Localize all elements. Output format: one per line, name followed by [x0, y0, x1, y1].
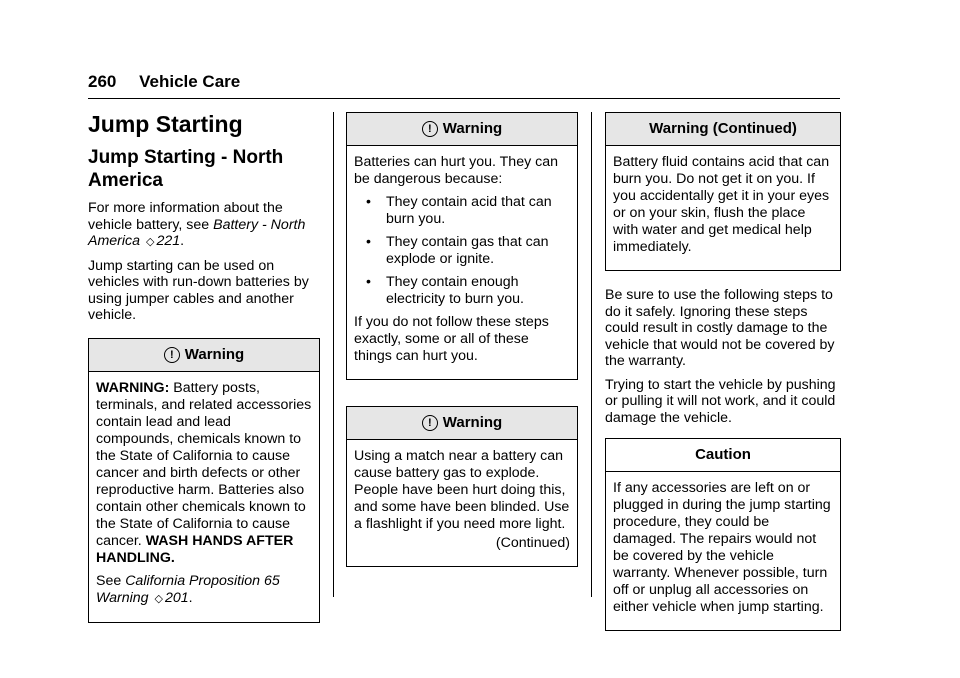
warning-box-batteries: [346, 112, 578, 380]
warning-body: Batteries can hurt you. They can be dangerous because: • They contain acid that can burn you. • They contain gas that can explode or ignite. • They contain enough electricity to burn you. If you do not follow these steps exactly, some or all of these things can hurt you.: [347, 146, 577, 379]
column-divider-1: [333, 112, 334, 597]
battery-link[interactable]: Battery - North America: [88, 216, 306, 249]
intro-paragraph: For more information about the vehicle battery, see Battery - North America ◇ 221.: [88, 200, 306, 249]
wash-hands-text: WASH HANDS AFTER HANDLING.: [96, 532, 294, 566]
page-title: Jump Starting: [88, 111, 243, 137]
warning-heading: Warning (Continued): [606, 113, 840, 146]
warning-heading: ! Warning: [347, 113, 577, 146]
prop65-link[interactable]: California Proposition 65 Warning: [96, 572, 280, 606]
battery-page-ref[interactable]: 221: [156, 233, 181, 249]
caution-heading: Caution: [606, 439, 840, 472]
page-ref-icon: ◇: [154, 592, 163, 605]
warning-icon: !: [164, 347, 180, 363]
column-divider-2: [591, 112, 592, 597]
page-ref-icon: ◇: [146, 236, 155, 248]
header-rule: [88, 98, 840, 99]
push-start-paragraph: Trying to start the vehicle by pushing or pulling it will not work, and it could damage the vehicle.: [605, 376, 836, 426]
page-header: [88, 72, 240, 92]
warning-icon: !: [422, 415, 438, 431]
caution-box: [605, 438, 841, 631]
prop65-page-ref[interactable]: 201: [165, 589, 189, 606]
warning-body: Using a match near a battery can cause battery gas to explode. People have been hurt doing this, and some have been blinded. Use a flashlight if you need more light. (Continued): [354, 448, 570, 551]
caution-body: If any accessories are left on or plugged in during the jump starting procedure, they could be damaged. The repairs would not be covered by the vehicle warranty. Whenever possible, turn off or unplug all accessories on either vehicle when jump starting.: [613, 480, 831, 615]
page-number: 260: [88, 72, 117, 91]
section-title: Vehicle Care: [139, 72, 241, 91]
list-item: • They contain gas that can explode or ignite.: [366, 234, 549, 267]
warning-box-lead: [88, 338, 320, 623]
safety-paragraph: Be sure to use the following steps to do it safely. Ignoring these steps could result in costly damage to the vehicle that would not be covered by the warranty.: [605, 287, 835, 369]
warning-body: Battery fluid contains acid that can burn you. Do not get it on you. If you accidentally get it in your eyes or on your skin, flush the place with water and get medical help immediately.: [613, 154, 830, 255]
list-item: • They contain acid that can burn you.: [366, 194, 552, 227]
continued-label: (Continued): [495, 535, 570, 551]
danger-list: [354, 194, 570, 308]
warning-heading: ! Warning: [89, 339, 319, 372]
column-2: [346, 110, 578, 567]
column-3: [605, 110, 841, 631]
list-item: • They contain enough electricity to burn you.: [366, 274, 524, 307]
warning-heading: ! Warning: [347, 407, 577, 440]
jump-start-paragraph: Jump starting can be used on vehicles with run-down batteries by using jumper cables and another vehicle.: [88, 257, 309, 323]
column-1: [88, 110, 320, 623]
section-subtitle: Jump Starting - North America: [88, 147, 284, 191]
warning-box-match: [346, 406, 578, 567]
warning-box-continued: [605, 112, 841, 271]
warning-label: WARNING:: [96, 379, 170, 396]
warning-icon: !: [422, 121, 438, 137]
warning-body: WARNING: Battery posts, terminals, and related accessories contain lead and lead compounds, chemicals known to the State of California to cause cancer and birth defects or other reproductive harm. Batteries also contain other chemicals known to the State of California to cause cancer. WASH HANDS AFTER HANDLING. See California Proposition 65 Warning ◇ 201.: [96, 379, 312, 606]
